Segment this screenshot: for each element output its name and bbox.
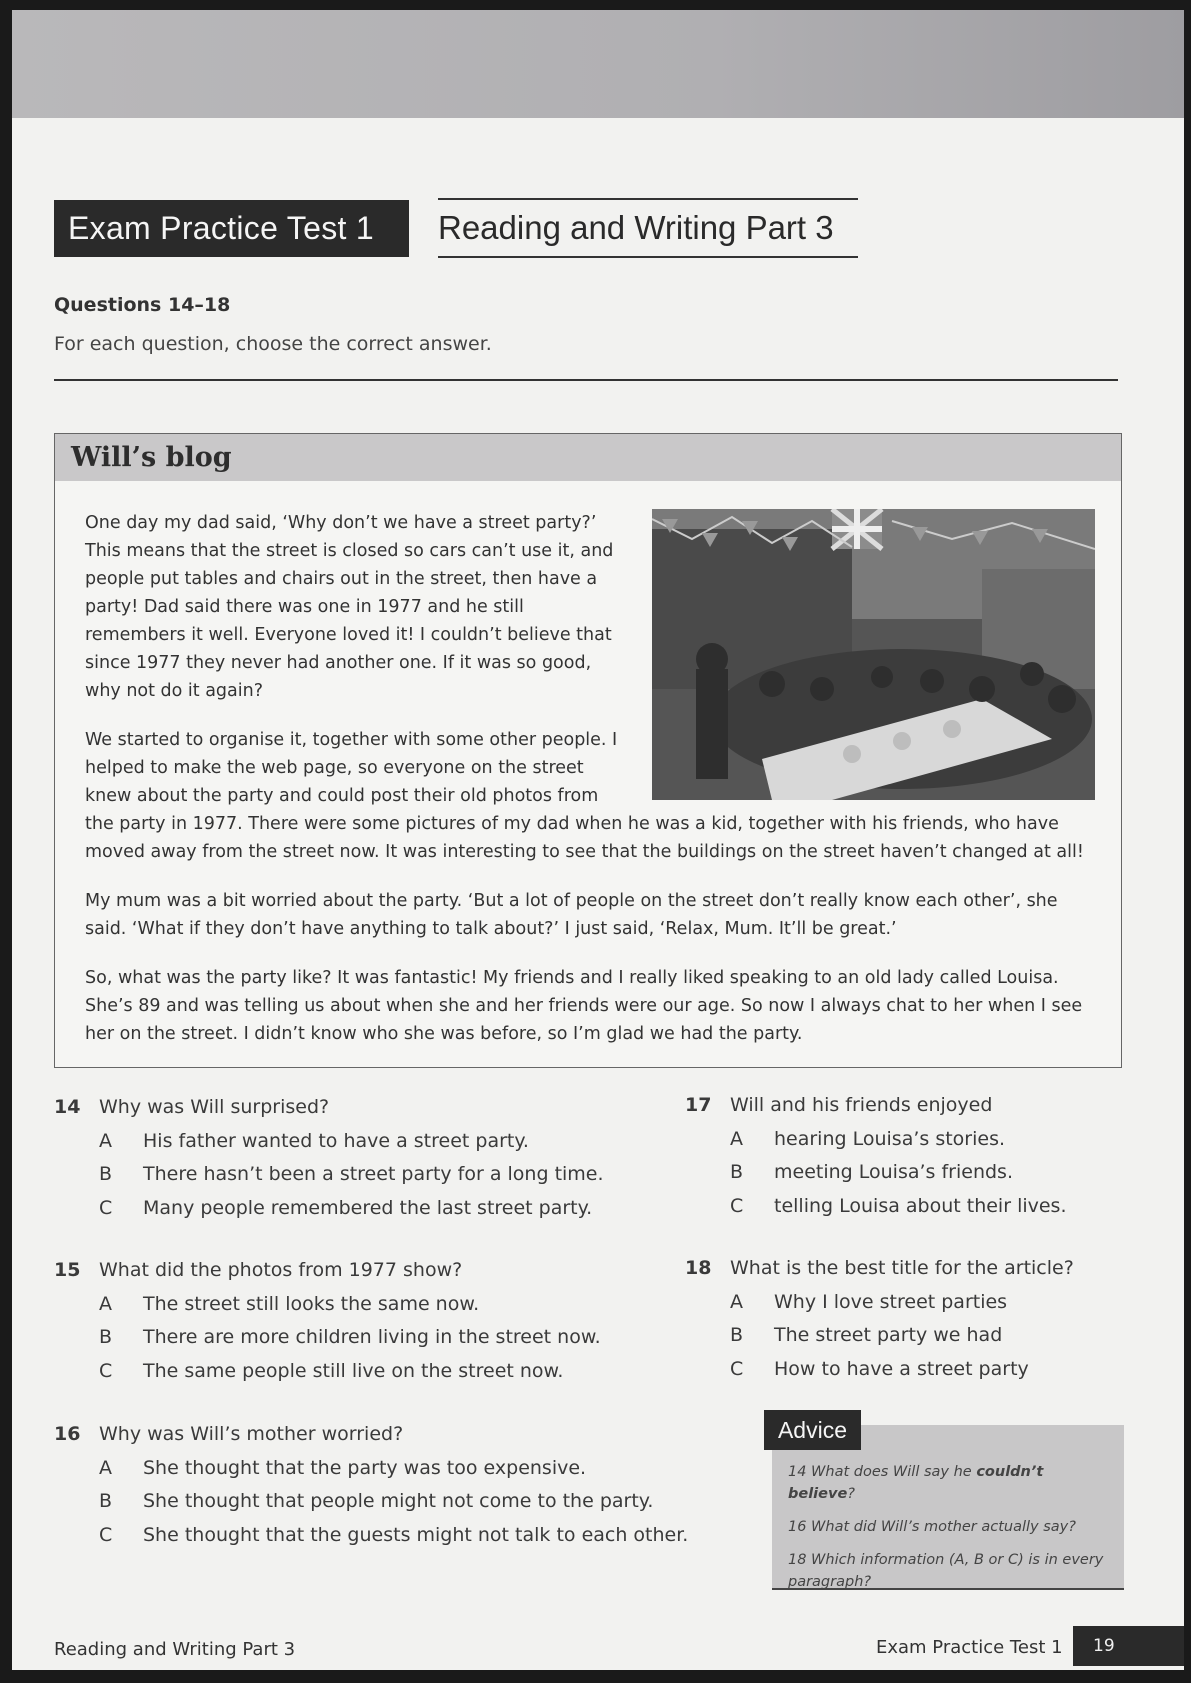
option-a: A She thought that the party was too expensive.: [99, 1457, 587, 1479]
blog-body: [55, 481, 1121, 1048]
option-b: B The street party we had: [730, 1324, 1003, 1346]
question-number: 15: [54, 1259, 81, 1281]
photo-illustration: [652, 509, 1095, 800]
page: [12, 10, 1184, 1670]
question-number: 16: [54, 1423, 81, 1445]
question-stem: What is the best title for the article?: [730, 1257, 1074, 1279]
test-label: Exam Practice Test 1: [54, 200, 409, 257]
option-c: C telling Louisa about their lives.: [730, 1195, 1067, 1217]
option-a: A hearing Louisa’s stories.: [730, 1128, 1006, 1150]
blog-title: Will’s blog: [55, 434, 1121, 481]
page-number: 19: [1073, 1626, 1184, 1666]
option-b: B There are more children living in the street now.: [99, 1326, 601, 1348]
advice-title: Advice: [764, 1410, 861, 1450]
option-b: B meeting Louisa’s friends.: [730, 1161, 1013, 1183]
option-b: B There hasn’t been a street party for a long time.: [99, 1163, 604, 1185]
advice-tip: 18 Which information (A, B or C) is in every paragraph?: [788, 1552, 1104, 1590]
questions-range: Questions 14–18: [54, 294, 231, 316]
option-c: C How to have a street party: [730, 1358, 1029, 1380]
question-number: 18: [685, 1257, 712, 1279]
question-stem: Why was Will surprised?: [99, 1096, 330, 1118]
question-number: 14: [54, 1096, 81, 1118]
blog-paragraph: So, what was the party like? It was fantastic! My friends and I really liked speaking to an old lady called Louisa. She’s 89 and was telling us about when she and her friends were our age. So now I always chat to her when I see her on the street. I didn’t know who she was before, so I’m glad we had the party.: [85, 968, 1083, 1044]
option-a: A Why I love street parties: [730, 1291, 1008, 1313]
option-b: B She thought that people might not come to the party.: [99, 1490, 654, 1512]
street-party-photo: [652, 509, 1095, 800]
top-shadow-band: [12, 10, 1184, 118]
divider: [54, 379, 1118, 381]
option-a: A The street still looks the same now.: [99, 1293, 480, 1315]
advice-tip: 14 What does Will say he couldn’t believe?: [788, 1464, 1044, 1502]
question-number: 17: [685, 1094, 712, 1116]
question-stem: Will and his friends enjoyed: [730, 1094, 993, 1116]
option-c: C Many people remembered the last street party.: [99, 1197, 593, 1219]
blog-paragraph: My mum was a bit worried about the party. ‘But a lot of people on the street don’t really know each other’, she said. ‘What if they don’t have anything to talk about?’ I just said, ‘Relax, Mum. It’ll be great.’: [85, 891, 1058, 939]
footer-section-label: Reading and Writing Part 3: [54, 1639, 296, 1660]
option-c: C The same people still live on the street now.: [99, 1360, 564, 1382]
option-c: C She thought that the guests might not talk to each other.: [99, 1524, 689, 1546]
option-a: A His father wanted to have a street party.: [99, 1130, 529, 1152]
question-stem: What did the photos from 1977 show?: [99, 1259, 463, 1281]
advice-tip: 16 What did Will’s mother actually say?: [788, 1519, 1076, 1535]
question-stem: Why was Will’s mother worried?: [99, 1423, 404, 1445]
part-title: Reading and Writing Part 3: [438, 198, 858, 258]
blog-panel: [54, 433, 1122, 1068]
blog-paragraph: One day my dad said, ‘Why don’t we have a street party?’ This means that the street is closed so cars can’t use it, and people put tables and chairs out in the street, then have a party! Dad said there was one in 1977 and he still remembers it well. Everyone loved it! I couldn’t believe that since 1977 they never had another one. If it was so good, why not do it again?: [85, 513, 614, 701]
blog-paragraph: We started to organise it, together with some other people. I helped to make the web page, so everyone on the street knew about the party and could post their old photos from the party in 1977. There were some pictures of my dad when he was a kid, together with his friends, who have moved away from the street now. It was interesting to see that the buildings on the street haven’t changed at all!: [85, 730, 1084, 862]
footer-test-label: Exam Practice Test 1: [876, 1637, 1063, 1658]
instruction: For each question, choose the correct answer.: [54, 333, 492, 355]
